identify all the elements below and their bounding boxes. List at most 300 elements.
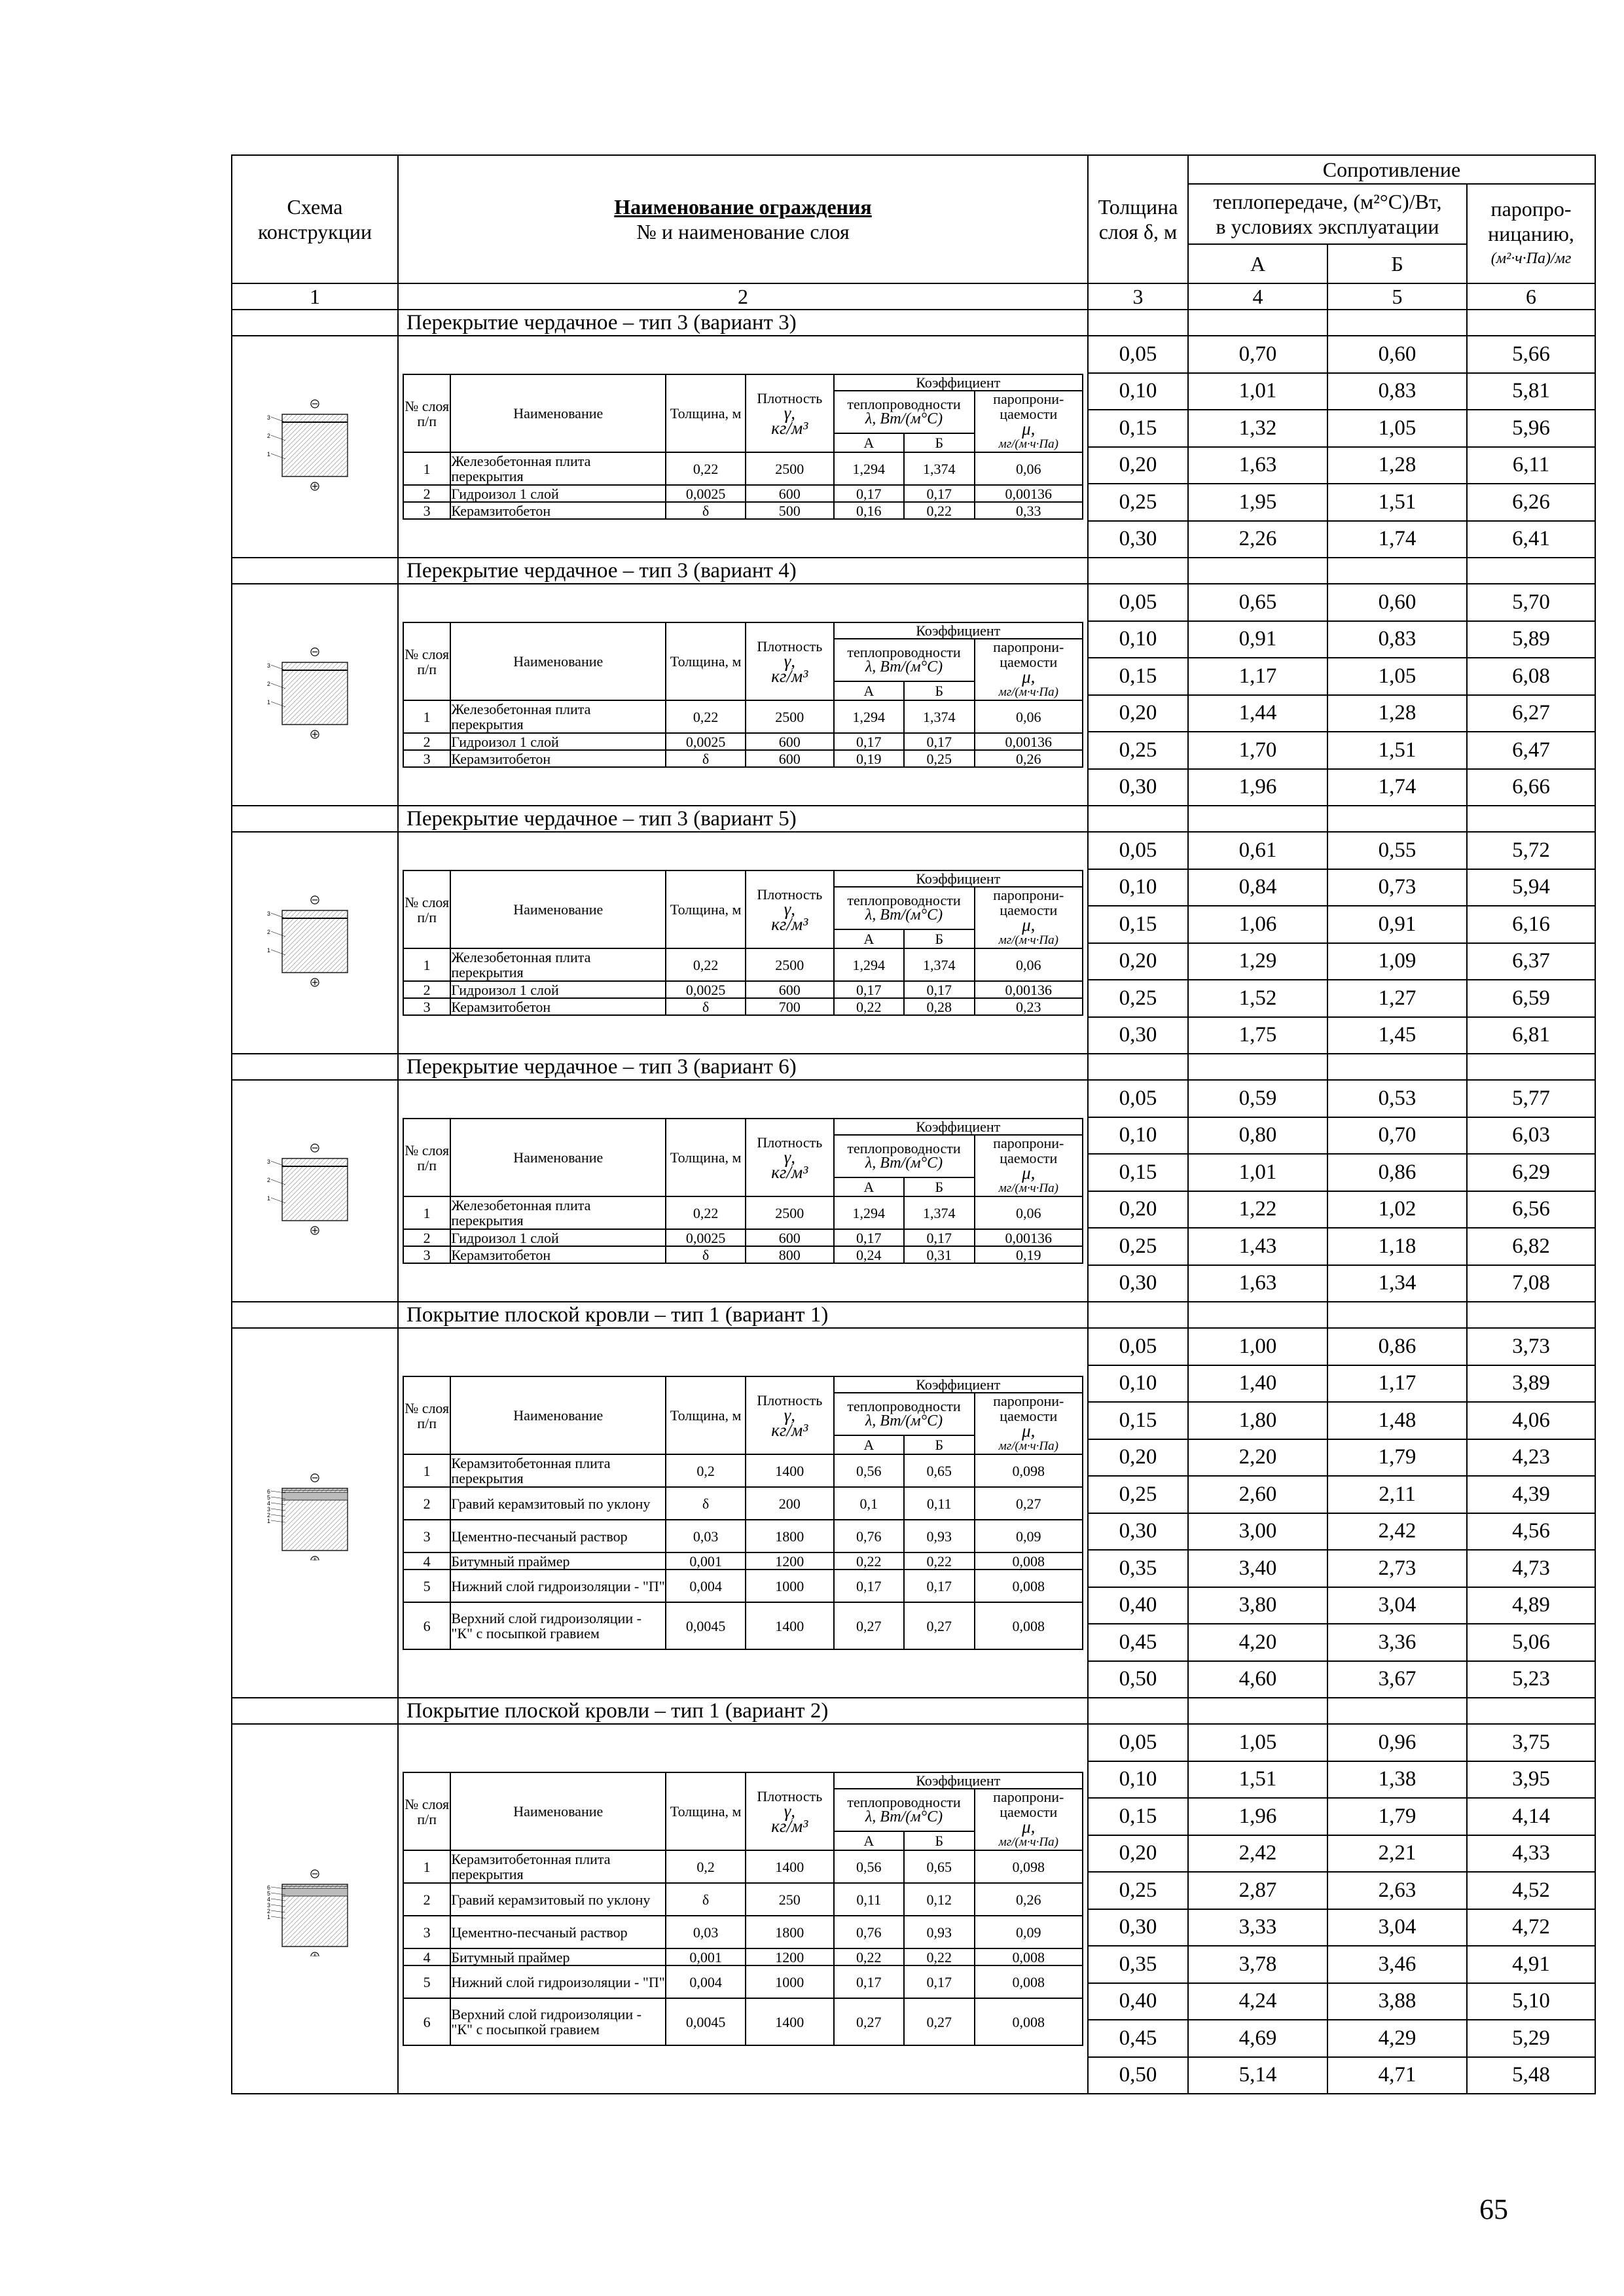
value-resist-b: 0,55 <box>1327 832 1467 869</box>
value-vapor: 6,59 <box>1467 980 1595 1017</box>
inner-header-thickness: Толщина, м <box>666 374 746 452</box>
empty-cell <box>1088 558 1188 584</box>
value-resist-a: 4,24 <box>1188 1983 1327 2020</box>
svg-text:4: 4 <box>267 1500 271 1507</box>
layer-no: 1 <box>403 700 450 733</box>
value-thickness: 0,30 <box>1088 1513 1188 1551</box>
layer-lambda-b: 0,22 <box>904 502 975 519</box>
value-vapor: 6,47 <box>1467 732 1595 769</box>
value-vapor: 7,08 <box>1467 1265 1595 1302</box>
inner-header-vapor-symbol: μ, <box>1022 1163 1036 1183</box>
construction-schema-drawing <box>253 396 377 494</box>
inner-header-density-unit: кг/м³ <box>771 666 808 686</box>
svg-text:2: 2 <box>267 929 271 935</box>
value-resist-b: 1,02 <box>1327 1191 1467 1229</box>
layer-row <box>403 485 1083 502</box>
section-title: Перекрытие чердачное – тип 3 (вариант 4) <box>398 558 1088 584</box>
layer-lambda-a: 0,76 <box>834 1520 905 1552</box>
layer-no: 2 <box>403 981 450 998</box>
layer-thickness: δ <box>666 502 746 519</box>
layer-no: 5 <box>403 1570 450 1602</box>
layer-thickness: 0,0025 <box>666 733 746 750</box>
layer-lambda-a: 1,294 <box>834 700 905 733</box>
value-vapor: 6,26 <box>1467 484 1595 521</box>
layers-cell <box>398 832 1088 1054</box>
layer-thickness: 0,004 <box>666 1570 746 1602</box>
value-thickness: 0,10 <box>1088 1365 1188 1403</box>
layer-thickness: 0,22 <box>666 452 746 485</box>
value-resist-a: 2,26 <box>1188 521 1327 558</box>
empty-cell <box>1327 806 1467 832</box>
inner-header-vapor <box>975 1135 1083 1196</box>
layer-name: Верхний слой гидроизоляции - "К" с посыпкой гравием <box>450 1998 666 2045</box>
value-vapor: 5,96 <box>1467 410 1595 447</box>
header-vapor-label: паропро-ницанию, <box>1488 197 1574 245</box>
layer-lambda-a: 0,27 <box>834 1998 905 2045</box>
layer-density: 600 <box>746 981 833 998</box>
value-resist-a: 3,40 <box>1188 1550 1327 1587</box>
layer-thickness: 0,0025 <box>666 981 746 998</box>
column-number: 6 <box>1467 283 1595 310</box>
layer-density: 1000 <box>746 1965 833 1998</box>
layer-row <box>403 998 1083 1015</box>
value-resist-a: 1,63 <box>1188 1265 1327 1302</box>
layer-lambda-a: 1,294 <box>834 1196 905 1229</box>
inner-header-vapor <box>975 1789 1083 1850</box>
layer-name: Нижний слой гидроизоляции - "П" <box>450 1570 666 1602</box>
layer-thickness: 0,0045 <box>666 1998 746 2045</box>
value-thickness: 0,15 <box>1088 906 1188 943</box>
inner-header-heat-symbol: λ, Вт/(м°С) <box>865 1155 943 1172</box>
layer-mu: 0,00136 <box>975 981 1083 998</box>
value-resist-b: 0,53 <box>1327 1080 1467 1117</box>
inner-header-no: № слоя п/п <box>403 1772 450 1850</box>
layer-mu: 0,008 <box>975 1570 1083 1602</box>
value-vapor: 5,29 <box>1467 2020 1595 2057</box>
value-resist-a: 0,80 <box>1188 1117 1327 1155</box>
layer-lambda-a: 0,22 <box>834 1552 905 1570</box>
layer-thickness: δ <box>666 998 746 1015</box>
layer-lambda-a: 0,16 <box>834 502 905 519</box>
layer-lambda-b: 0,93 <box>904 1520 975 1552</box>
layer-thickness: δ <box>666 1487 746 1520</box>
empty-cell <box>1327 1302 1467 1328</box>
inner-header-vapor-label: паропрони-цаемости <box>993 1393 1064 1424</box>
svg-text:2: 2 <box>267 681 271 687</box>
inner-header-b: Б <box>904 1177 975 1196</box>
inner-header-heat-symbol: λ, Вт/(м°С) <box>865 410 943 428</box>
value-resist-a: 1,96 <box>1188 769 1327 806</box>
inner-header-coef: Коэффициент <box>834 1119 1083 1135</box>
inner-header-no: № слоя п/п <box>403 374 450 452</box>
construction-schema-drawing <box>253 1858 377 1956</box>
page-number: 65 <box>1479 2193 1508 2225</box>
layers-table <box>403 1376 1083 1650</box>
value-resist-a: 3,78 <box>1188 1946 1327 1983</box>
value-thickness: 0,20 <box>1088 1439 1188 1477</box>
empty-cell <box>1188 310 1327 336</box>
layer-density: 1200 <box>746 1948 833 1965</box>
inner-header-vapor <box>975 639 1083 700</box>
svg-text:1: 1 <box>267 699 271 706</box>
section-title-row <box>232 1302 1595 1328</box>
value-vapor: 3,95 <box>1467 1761 1595 1799</box>
layer-lambda-b: 0,31 <box>904 1246 975 1263</box>
value-vapor: 6,11 <box>1467 447 1595 484</box>
layer-mu: 0,06 <box>975 700 1083 733</box>
value-thickness: 0,20 <box>1088 447 1188 484</box>
inner-header-heat-symbol: λ, Вт/(м°С) <box>865 1808 943 1826</box>
value-thickness: 0,10 <box>1088 373 1188 410</box>
value-vapor: 6,03 <box>1467 1117 1595 1155</box>
inner-header-no: № слоя п/п <box>403 1119 450 1196</box>
value-vapor: 5,89 <box>1467 621 1595 658</box>
inner-header-heat-label: теплопроводности <box>847 892 961 909</box>
layer-mu: 0,008 <box>975 1965 1083 1998</box>
value-resist-b: 1,09 <box>1327 943 1467 980</box>
value-vapor: 6,66 <box>1467 769 1595 806</box>
layer-density: 1200 <box>746 1552 833 1570</box>
svg-text:2: 2 <box>267 1908 271 1914</box>
svg-text:3: 3 <box>267 1506 271 1513</box>
layer-row <box>403 981 1083 998</box>
layer-no: 1 <box>403 452 450 485</box>
value-thickness: 0,10 <box>1088 621 1188 658</box>
section-title-row <box>232 806 1595 832</box>
value-resist-a: 0,65 <box>1188 584 1327 621</box>
layer-density: 600 <box>746 750 833 767</box>
layer-lambda-a: 0,1 <box>834 1487 905 1520</box>
inner-header-density-unit: кг/м³ <box>771 418 808 438</box>
value-vapor: 3,89 <box>1467 1365 1595 1403</box>
value-resist-b: 1,27 <box>1327 980 1467 1017</box>
layer-lambda-a: 0,56 <box>834 1454 905 1487</box>
layer-row <box>403 1965 1083 1998</box>
layer-thickness: 0,001 <box>666 1948 746 1965</box>
value-thickness: 0,05 <box>1088 1328 1188 1365</box>
inner-header-heat-label: теплопроводности <box>847 1794 961 1811</box>
value-vapor: 5,23 <box>1467 1661 1595 1698</box>
empty-cell <box>1188 1698 1327 1724</box>
layers-table <box>403 1772 1083 2046</box>
value-resist-a: 2,42 <box>1188 1835 1327 1873</box>
value-vapor: 4,73 <box>1467 1550 1595 1587</box>
layer-lambda-b: 0,12 <box>904 1883 975 1916</box>
inner-header-vapor-unit: мг/(м·ч·Па) <box>998 1835 1058 1849</box>
section-title: Покрытие плоской кровли – тип 1 (вариант 1) <box>398 1302 1088 1328</box>
empty-cell <box>1467 310 1595 336</box>
value-vapor: 4,72 <box>1467 1909 1595 1946</box>
layer-no: 1 <box>403 1196 450 1229</box>
value-resist-b: 1,28 <box>1327 447 1467 484</box>
layer-density: 2500 <box>746 700 833 733</box>
value-resist-b: 0,83 <box>1327 621 1467 658</box>
value-thickness: 0,10 <box>1088 1117 1188 1155</box>
header-heat-unit: теплопередаче, (м²°С)/Вт, <box>1213 190 1442 213</box>
svg-text:3: 3 <box>267 414 271 421</box>
svg-text:5: 5 <box>267 1494 271 1501</box>
value-vapor: 4,89 <box>1467 1587 1595 1624</box>
construction-schema-drawing <box>253 892 377 990</box>
value-resist-b: 0,86 <box>1327 1154 1467 1191</box>
layer-lambda-b: 0,17 <box>904 1570 975 1602</box>
value-resist-b: 3,46 <box>1327 1946 1467 1983</box>
section-title: Перекрытие чердачное – тип 3 (вариант 5) <box>398 806 1088 832</box>
inner-header-thickness: Толщина, м <box>666 1772 746 1850</box>
layer-lambda-b: 1,374 <box>904 1196 975 1229</box>
section-title-row <box>232 1054 1595 1080</box>
inner-header-vapor <box>975 887 1083 948</box>
column-number: 3 <box>1088 283 1188 310</box>
layer-thickness: 0,0045 <box>666 1602 746 1649</box>
layer-density: 1400 <box>746 1998 833 2045</box>
value-resist-a: 1,51 <box>1188 1761 1327 1799</box>
layer-mu: 0,098 <box>975 1850 1083 1883</box>
value-thickness: 0,45 <box>1088 2020 1188 2057</box>
value-resist-a: 1,75 <box>1188 1017 1327 1054</box>
value-vapor: 4,91 <box>1467 1946 1595 1983</box>
inner-header-no: № слоя п/п <box>403 622 450 700</box>
value-resist-a: 0,61 <box>1188 832 1327 869</box>
value-thickness: 0,30 <box>1088 1265 1188 1302</box>
header-heat <box>1188 184 1467 244</box>
layer-row <box>403 1487 1083 1520</box>
layer-no: 4 <box>403 1948 450 1965</box>
inner-header-vapor-label: паропрони-цаемости <box>993 1135 1064 1166</box>
layers-cell <box>398 336 1088 558</box>
value-vapor: 3,75 <box>1467 1724 1595 1761</box>
layer-no: 6 <box>403 1602 450 1649</box>
layer-no: 3 <box>403 1520 450 1552</box>
value-vapor: 5,94 <box>1467 869 1595 906</box>
value-resist-a: 0,70 <box>1188 336 1327 373</box>
value-row <box>232 1080 1595 1117</box>
value-resist-b: 2,63 <box>1327 1872 1467 1909</box>
construction-schema-drawing <box>253 1140 377 1238</box>
layer-lambda-b: 0,17 <box>904 733 975 750</box>
value-resist-b: 1,05 <box>1327 410 1467 447</box>
value-row <box>232 1724 1595 1761</box>
value-vapor: 4,23 <box>1467 1439 1595 1477</box>
inner-header-vapor <box>975 1393 1083 1454</box>
value-resist-a: 1,06 <box>1188 906 1327 943</box>
layers-table <box>403 1118 1083 1264</box>
header-vapor-unit: (м²·ч·Па)/мг <box>1490 250 1572 267</box>
layer-thickness: δ <box>666 750 746 767</box>
empty-cell <box>1188 558 1327 584</box>
layer-lambda-b: 0,17 <box>904 485 975 502</box>
layer-row <box>403 750 1083 767</box>
inner-header-heat-label: теплопроводности <box>847 644 961 661</box>
layer-lambda-b: 0,27 <box>904 1602 975 1649</box>
value-resist-b: 3,36 <box>1327 1624 1467 1661</box>
value-thickness: 0,25 <box>1088 1872 1188 1909</box>
header-schema: Схема конструкции <box>232 155 398 283</box>
value-vapor: 5,66 <box>1467 336 1595 373</box>
layer-thickness: 0,2 <box>666 1454 746 1487</box>
layer-density: 600 <box>746 733 833 750</box>
layer-lambda-b: 1,374 <box>904 700 975 733</box>
value-thickness: 0,25 <box>1088 1228 1188 1265</box>
layers-table <box>403 622 1083 768</box>
value-resist-a: 3,00 <box>1188 1513 1327 1551</box>
inner-header-vapor-label: паропрони-цаемости <box>993 639 1064 670</box>
inner-header-a: А <box>834 681 905 700</box>
layer-lambda-a: 0,11 <box>834 1883 905 1916</box>
layer-mu: 0,09 <box>975 1520 1083 1552</box>
inner-header-density-unit: кг/м³ <box>771 1816 808 1836</box>
header-col-a: А <box>1188 244 1327 283</box>
svg-text:1: 1 <box>267 451 271 457</box>
header-col-b: Б <box>1327 244 1467 283</box>
layer-lambda-a: 0,24 <box>834 1246 905 1263</box>
inner-header-density <box>746 1119 833 1196</box>
inner-header-no: № слоя п/п <box>403 870 450 948</box>
value-thickness: 0,15 <box>1088 410 1188 447</box>
layer-no: 1 <box>403 948 450 981</box>
layer-thickness: δ <box>666 1246 746 1263</box>
inner-header-density-symbol: γ, <box>784 1801 795 1821</box>
layer-row <box>403 700 1083 733</box>
value-thickness: 0,30 <box>1088 769 1188 806</box>
inner-header-density-symbol: γ, <box>784 403 795 423</box>
value-row <box>232 832 1595 869</box>
value-resist-a: 1,32 <box>1188 410 1327 447</box>
layers-cell <box>398 584 1088 806</box>
inner-header-heat <box>834 887 975 929</box>
value-row <box>232 1328 1595 1365</box>
layer-lambda-b: 0,25 <box>904 750 975 767</box>
layer-name: Битумный праймер <box>450 1552 666 1570</box>
layer-mu: 0,06 <box>975 948 1083 981</box>
layer-row <box>403 1998 1083 2045</box>
construction-schema <box>232 584 398 806</box>
layer-lambda-a: 0,22 <box>834 1948 905 1965</box>
value-resist-b: 2,42 <box>1327 1513 1467 1551</box>
inner-header-density-unit: кг/м³ <box>771 1162 808 1182</box>
inner-header-b: Б <box>904 1435 975 1454</box>
value-resist-a: 1,00 <box>1188 1328 1327 1365</box>
section-title: Перекрытие чердачное – тип 3 (вариант 6) <box>398 1054 1088 1080</box>
value-resist-a: 1,80 <box>1188 1402 1327 1439</box>
layer-lambda-b: 0,65 <box>904 1850 975 1883</box>
value-thickness: 0,40 <box>1088 1587 1188 1624</box>
layer-lambda-a: 1,294 <box>834 948 905 981</box>
value-resist-a: 3,80 <box>1188 1587 1327 1624</box>
value-resist-b: 1,45 <box>1327 1017 1467 1054</box>
value-resist-a: 2,60 <box>1188 1476 1327 1513</box>
value-resist-a: 0,84 <box>1188 869 1327 906</box>
empty-cell <box>1088 806 1188 832</box>
inner-header-vapor-unit: мг/(м·ч·Па) <box>998 437 1058 451</box>
value-thickness: 0,45 <box>1088 1624 1188 1661</box>
value-resist-a: 0,59 <box>1188 1080 1327 1117</box>
layer-mu: 0,00136 <box>975 733 1083 750</box>
inner-header-vapor-unit: мг/(м·ч·Па) <box>998 1181 1058 1195</box>
inner-header-b: Б <box>904 433 975 452</box>
svg-text:2: 2 <box>267 1177 271 1183</box>
layer-name: Керамзитобетон <box>450 998 666 1015</box>
layer-lambda-a: 0,17 <box>834 485 905 502</box>
layer-density: 700 <box>746 998 833 1015</box>
value-thickness: 0,40 <box>1088 1983 1188 2020</box>
layer-row <box>403 1454 1083 1487</box>
construction-schema-drawing <box>253 1462 377 1560</box>
layer-mu: 0,008 <box>975 1552 1083 1570</box>
layer-density: 2500 <box>746 1196 833 1229</box>
value-thickness: 0,25 <box>1088 732 1188 769</box>
value-vapor: 4,14 <box>1467 1798 1595 1835</box>
value-resist-b: 3,67 <box>1327 1661 1467 1698</box>
layer-mu: 0,19 <box>975 1246 1083 1263</box>
section-title-row <box>232 558 1595 584</box>
layer-lambda-b: 1,374 <box>904 948 975 981</box>
value-resist-a: 4,60 <box>1188 1661 1327 1698</box>
header-name-sub: № и наименование слоя <box>636 220 850 243</box>
value-thickness: 0,10 <box>1088 1761 1188 1799</box>
svg-text:1: 1 <box>267 947 271 954</box>
header-name <box>398 155 1088 283</box>
layer-lambda-b: 0,65 <box>904 1454 975 1487</box>
layer-mu: 0,26 <box>975 1883 1083 1916</box>
inner-header-name: Наименование <box>450 374 666 452</box>
layer-no: 5 <box>403 1965 450 1998</box>
value-vapor: 6,16 <box>1467 906 1595 943</box>
construction-schema <box>232 832 398 1054</box>
layer-lambda-b: 0,17 <box>904 1229 975 1246</box>
value-thickness: 0,50 <box>1088 2057 1188 2094</box>
layer-mu: 0,098 <box>975 1454 1083 1487</box>
construction-schema <box>232 1724 398 2094</box>
layer-lambda-a: 0,19 <box>834 750 905 767</box>
section-title: Покрытие плоской кровли – тип 1 (вариант 2) <box>398 1698 1088 1724</box>
inner-header-heat <box>834 1789 975 1831</box>
layer-density: 2500 <box>746 452 833 485</box>
layer-density: 1000 <box>746 1570 833 1602</box>
inner-header-thickness: Толщина, м <box>666 1119 746 1196</box>
value-resist-a: 5,14 <box>1188 2057 1327 2094</box>
inner-header-b: Б <box>904 681 975 700</box>
inner-header-heat <box>834 391 975 433</box>
main-table <box>231 154 1596 2094</box>
inner-header-a: А <box>834 433 905 452</box>
inner-header-density-label: Плотность <box>757 886 823 903</box>
layer-no: 3 <box>403 1246 450 1263</box>
value-row <box>232 584 1595 621</box>
empty-cell <box>232 1302 398 1328</box>
layer-row <box>403 1552 1083 1570</box>
value-resist-b: 0,86 <box>1327 1328 1467 1365</box>
layer-density: 2500 <box>746 948 833 981</box>
value-resist-b: 1,79 <box>1327 1798 1467 1835</box>
inner-header-vapor-unit: мг/(м·ч·Па) <box>998 685 1058 699</box>
value-vapor: 6,37 <box>1467 943 1595 980</box>
layer-no: 3 <box>403 998 450 1015</box>
value-resist-b: 3,88 <box>1327 1983 1467 2020</box>
inner-header-name: Наименование <box>450 1119 666 1196</box>
value-resist-b: 2,73 <box>1327 1550 1467 1587</box>
value-resist-a: 1,29 <box>1188 943 1327 980</box>
value-vapor: 6,81 <box>1467 1017 1595 1054</box>
layer-density: 600 <box>746 1229 833 1246</box>
inner-header-vapor-label: паропрони-цаемости <box>993 887 1064 918</box>
value-resist-b: 2,21 <box>1327 1835 1467 1873</box>
layer-no: 1 <box>403 1454 450 1487</box>
layer-name: Железобетонная плита перекрытия <box>450 1196 666 1229</box>
inner-header-no: № слоя п/п <box>403 1376 450 1454</box>
inner-header-density-symbol: γ, <box>784 1147 795 1167</box>
layer-lambda-b: 1,374 <box>904 452 975 485</box>
